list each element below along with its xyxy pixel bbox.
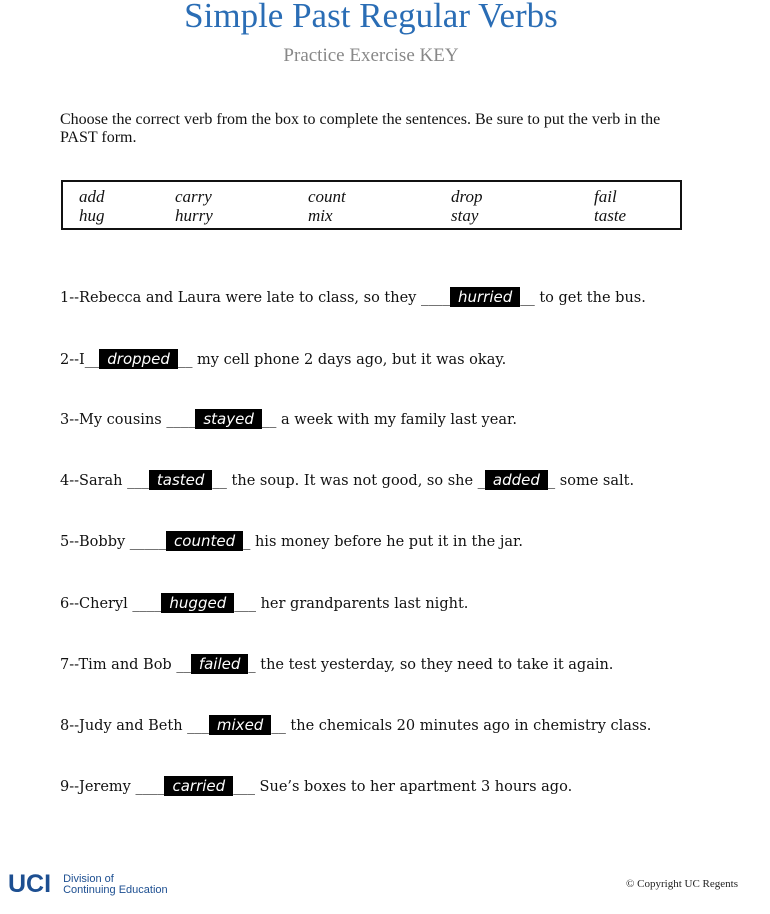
answer-box: added	[485, 470, 548, 490]
sentence-text: 6--Cheryl ____	[60, 596, 162, 612]
word-box-item: count	[308, 187, 346, 206]
answer-box: hugged	[161, 593, 234, 613]
sentence-text: 3--My cousins ____	[60, 412, 196, 428]
division-line-2: Continuing Education	[63, 883, 168, 896]
word-box-item: stay	[451, 206, 479, 225]
sentence-text: 7--Tim and Bob __	[60, 657, 191, 673]
word-box-item: carry	[175, 187, 212, 206]
sentence-6	[60, 593, 468, 614]
word-box-item: add	[79, 187, 105, 206]
word-box-item: mix	[308, 206, 333, 225]
sentence-9	[60, 776, 572, 797]
sentence-text: 2--I__	[60, 352, 100, 368]
answer-box: carried	[164, 776, 233, 796]
sentence-text: 9--Jeremy ____	[60, 779, 165, 795]
word-box-item: fail	[594, 187, 617, 206]
copyright: © Copyright UC Regents	[626, 878, 738, 890]
sentence-text: ___ her grandparents last night.	[234, 596, 469, 612]
word-box	[61, 180, 682, 230]
sentence-text: __ to get the bus.	[520, 290, 646, 306]
page-subtitle: Practice Exercise KEY	[283, 45, 459, 66]
answer-box: tasted	[149, 470, 213, 490]
sentence-5	[60, 531, 523, 552]
sentence-text: 1--Rebecca and Laura were late to class, so they ____	[60, 290, 450, 306]
page-title: Simple Past Regular Verbs	[184, 0, 558, 35]
sentence-text: _ some salt.	[547, 473, 635, 489]
answer-box: mixed	[209, 715, 271, 735]
sentence-text: __ the chemicals 20 minutes ago in chemistry class.	[271, 718, 652, 734]
answer-box: counted	[166, 531, 243, 551]
sentence-text: __ the soup. It was not good, so she _	[212, 473, 485, 489]
sentence-4	[60, 470, 634, 491]
sentence-text: _ the test yesterday, so they need to take it again.	[248, 657, 614, 673]
sentence-text: 5--Bobby _____	[60, 534, 167, 550]
answer-box: failed	[191, 654, 249, 674]
answer-box: stayed	[195, 409, 262, 429]
sentence-text: 8--Judy and Beth ___	[60, 718, 209, 734]
word-box-item: hurry	[175, 206, 213, 225]
division-line-1: Division of	[63, 872, 114, 885]
sentence-3	[60, 409, 517, 430]
sentence-7	[60, 654, 613, 675]
sentence-text: 4--Sarah ___	[60, 473, 149, 489]
sentence-text: __ my cell phone 2 days ago, but it was okay.	[177, 352, 507, 368]
sentence-8	[60, 715, 651, 736]
uci-logo	[8, 870, 168, 899]
sentence-text: __ a week with my family last year.	[261, 412, 517, 428]
word-box-item: taste	[594, 206, 627, 225]
word-box-item: hug	[79, 206, 105, 225]
word-box-item: drop	[451, 187, 483, 206]
sentence-1	[60, 287, 646, 308]
uci-wordmark: UCI	[8, 870, 52, 898]
sentence-2	[60, 349, 506, 370]
answer-box: hurried	[450, 287, 520, 307]
instructions: Choose the correct verb from the box to complete the sentences. Be sure to put the verb in the PAST form.	[60, 111, 661, 146]
sentence-text: _ his money before he put it in the jar.	[243, 534, 523, 550]
answer-box: dropped	[99, 349, 178, 369]
division-label	[63, 874, 168, 896]
sentence-text: ___ Sue’s boxes to her apartment 3 hours ago.	[233, 779, 573, 795]
